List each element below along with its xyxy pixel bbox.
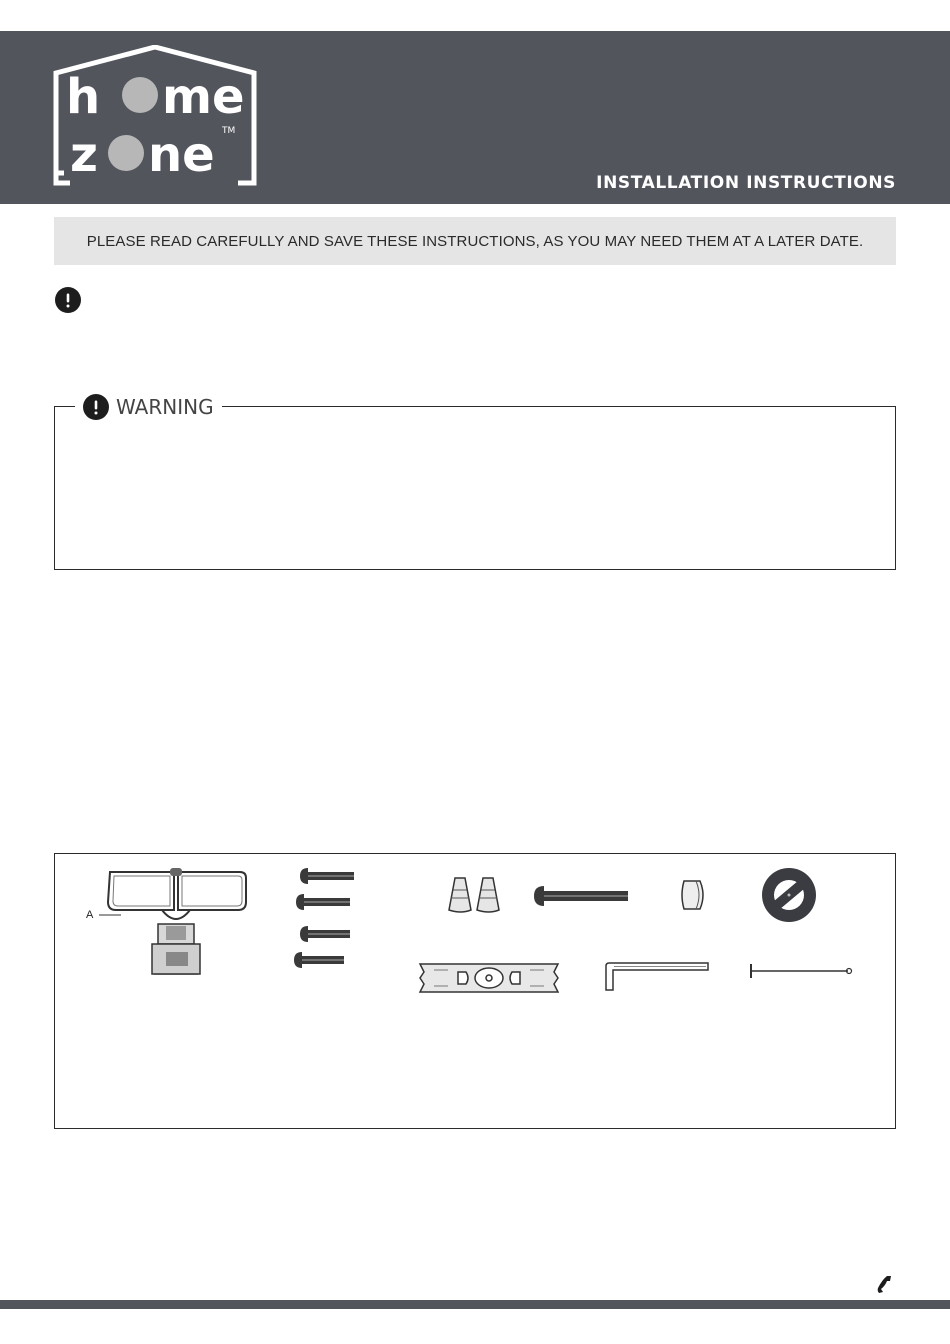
header-title: INSTALLATION INSTRUCTIONS [596, 173, 896, 193]
exclamation-circle-icon [55, 287, 81, 313]
gasket-drawing [758, 864, 820, 926]
mounting-screws-drawing [294, 864, 358, 972]
footer-bar [0, 1300, 950, 1309]
notice-text: PLEASE READ CAREFULLY AND SAVE THESE INSTRUCTIONS, AS YOU MAY NEED THEM AT A LATER DATE. [86, 232, 864, 250]
read-carefully-notice [54, 217, 896, 265]
rubber-plug-drawing [678, 877, 708, 913]
svg-text:TM: TM [222, 126, 236, 136]
svg-text:z: z [70, 127, 98, 183]
svg-text:ne: ne [148, 127, 215, 183]
warning-legend [75, 394, 222, 420]
fixture-label-a: A [86, 909, 94, 921]
warning-box [54, 395, 896, 570]
exclamation-circle-icon [83, 394, 109, 420]
phone-icon [876, 1274, 894, 1294]
floodlight-fixture-drawing [104, 866, 248, 978]
hex-key-drawing [602, 960, 712, 994]
wire-nuts-drawing [445, 876, 505, 916]
mounting-pin-drawing [748, 962, 854, 980]
long-bolt-drawing [534, 884, 630, 908]
warning-label: WARNING [116, 395, 214, 419]
home-zone-logo [52, 45, 258, 187]
svg-text:me: me [162, 69, 245, 125]
label-leader-line [99, 913, 123, 917]
page-header [0, 31, 950, 204]
mounting-bracket-drawing [414, 958, 564, 998]
svg-text:h: h [66, 69, 101, 125]
